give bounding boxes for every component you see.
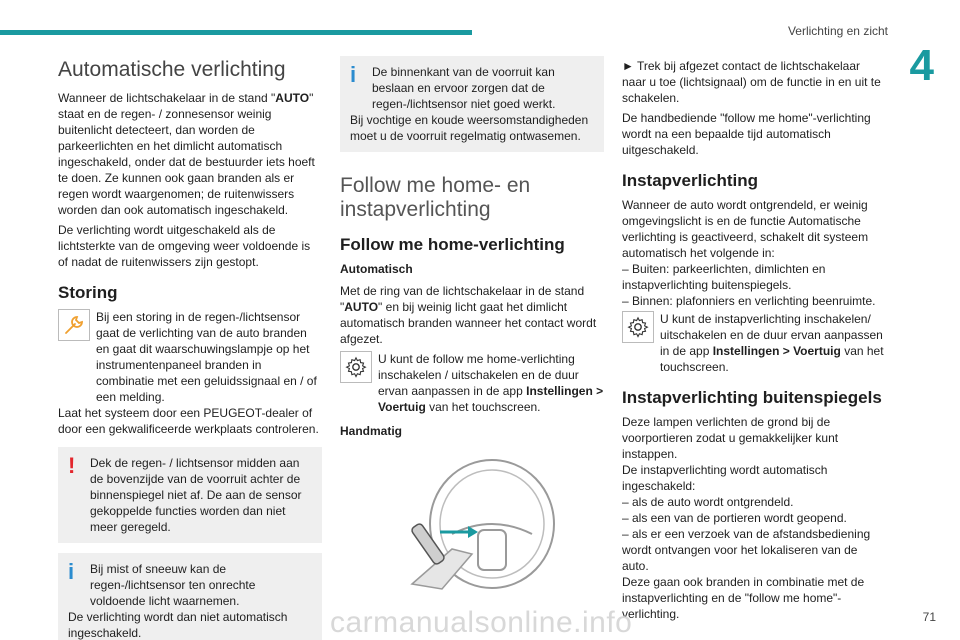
info-text-2: De verlichting wordt dan niet automatisch ingeschakeld. <box>68 610 288 640</box>
insta-item-2: – Binnen: plafonniers en verlichting beenruimte. <box>622 294 876 308</box>
info-icon: i <box>68 559 75 584</box>
heading-storing: Storing <box>58 283 118 302</box>
heading-instapverlichting-buitenspiegels: Instapverlichting buitenspiegels <box>622 388 882 407</box>
info-text: Bij mist of sneeuw kan de regen-/lichtsensor ten onrechte voldoende licht waarnemen. <box>90 562 256 608</box>
chapter-number: 4 <box>909 41 934 90</box>
label-automatisch: Automatisch <box>340 262 413 276</box>
info-icon: i <box>350 62 357 87</box>
storing-text-2: Laat het systeem door een PEUGEOT-dealer of door een gekwalificeerde werkplaats controleren. <box>58 406 319 436</box>
chapter-title: Verlichting en zicht <box>787 24 888 38</box>
insta-settings-text: U kunt de instapverlichting inschakelen/ uitschakelen en de duur ervan aanpassen in de app Instellingen > Voertuig van het touchscreen. <box>660 312 884 374</box>
gear-icon <box>340 351 372 383</box>
watermark: carmanualsonline.info <box>330 606 633 639</box>
gear-icon <box>622 311 654 343</box>
storing-text: Bij een storing in de regen-/lichtsensor gaat de verlichting van de auto branden en gaat dit waarschuwingslampje op het instrumentenpaneel branden in combinatie met een geluidssignaal en / of een melding. <box>96 310 317 404</box>
warning-box <box>58 447 322 543</box>
column-1 <box>58 56 322 640</box>
step-text: ► Trek bij afgezet contact de lichtschakelaar naar u toe (lichtsignaal) om de functie in en uit te schakelen. <box>622 59 881 105</box>
heading-instapverlichting: Instapverlichting <box>622 171 759 190</box>
mirror-text-2: De instapverlichting wordt automatisch ingeschakeld: <box>622 463 828 493</box>
steering-wheel-illustration <box>340 449 604 599</box>
heading-automatische-verlichting: Automatische verlichting <box>58 58 286 81</box>
label-handmatig: Handmatig <box>340 424 403 438</box>
info-box <box>58 553 322 640</box>
info-box-2 <box>340 56 604 152</box>
column-2 <box>340 56 604 599</box>
mirror-item-2: – als een van de portieren wordt geopend. <box>622 511 847 525</box>
mirror-text: Deze lampen verlichten de grond bij de voorportieren zodat u gemakkelijker kunt instappen. <box>622 415 839 461</box>
info-text-2: Bij vochtige en koude weersomstandigheden moet u de voorruit regelmatig ontwasemen. <box>350 113 589 143</box>
heading-follow-me-home-verlichting: Follow me home-verlichting <box>340 235 565 254</box>
page-number: 71 <box>922 610 936 624</box>
automatisch-text: Met de ring van de lichtschakelaar in de stand "AUTO" en bij weinig licht gaat het dimlicht automatisch branden wanneer het contact wordt afgezet. <box>340 284 597 346</box>
mirror-item-1: – als de auto wordt ontgrendeld. <box>622 495 794 509</box>
storing-row <box>58 309 322 405</box>
column-3 <box>622 56 886 622</box>
insta-item-1: – Buiten: parkeerlichten, dimlichten en instapverlichting buitenspiegels. <box>622 262 826 292</box>
mirror-item-3: – als er een verzoek van de afstandsbediening wordt ontvangen voor het lokaliseren van de auto. <box>622 527 871 573</box>
warning-text: Dek de regen- / lichtsensor midden aan de bovenzijde van de voorruit achter de binnenspiegel niet af. De aan de sensor gekoppelde functies worden dan niet meer geregeld. <box>90 456 302 534</box>
insta-text: Wanneer de auto wordt ontgrendeld, er weinig omgevingslicht is en de functie Automatische verlichting is geactiveerd, schakelt dit systeem automatisch het volgende in: <box>622 198 869 260</box>
mirror-text-3: Deze gaan ook branden in combinatie met de instapverlichting en de "follow me home"-verlichting. <box>622 575 865 621</box>
heading-follow-me-home: Follow me home- en instapverlichting <box>340 174 531 221</box>
settings-row <box>340 351 604 415</box>
wrench-icon <box>58 309 90 341</box>
insta-settings-row <box>622 311 886 375</box>
info-text: De binnenkant van de voorruit kan beslaan en ervoor zorgen dat de regen-/lichtsensor niet goed werkt. <box>372 65 556 111</box>
settings-text: U kunt de follow me home-verlichting inschakelen / uitschakelen en de duur ervan aanpassen in de app Instellingen > Voertuig van het touchscreen. <box>378 352 604 414</box>
step-text-2: De handbediende "follow me home"-verlichting wordt na een bepaalde tijd automatisch uitgeschakeld. <box>622 111 871 157</box>
intro-paragraph: Wanneer de lichtschakelaar in de stand "AUTO" staat en de regen- / zonnesensor weinig buitenlicht detecteert, dan worden de parkeerlichten en het dimlicht automatisch ingeschakeld, onder dat de bestuurder iets hoeft te doen. Ze kunnen ook gaan branden als er regen wordt waargenomen; de ruitenwissers worden dan ook automatisch ingeschakeld. <box>58 91 315 217</box>
warning-icon: ! <box>68 453 76 478</box>
header-accent-bar <box>0 30 472 35</box>
intro-paragraph-2: De verlichting wordt uitgeschakeld als de lichtsterkte van de omgeving weer voldoende is of nadat de ruitenwissers zijn gestopt. <box>58 223 311 269</box>
